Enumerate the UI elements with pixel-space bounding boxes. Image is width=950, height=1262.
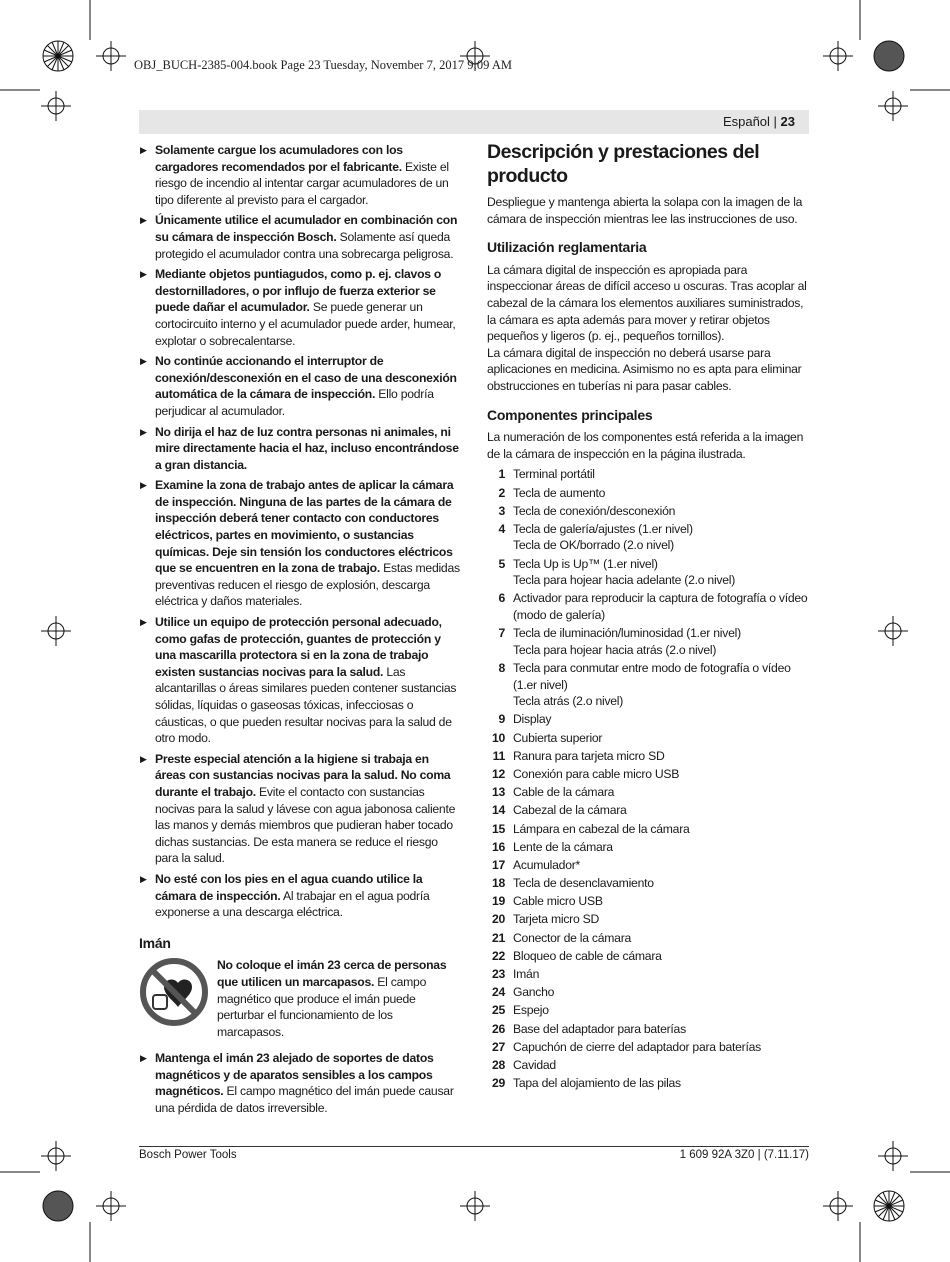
use-paragraph-2: La cámara digital de inspección no deberá usarse para aplicaciones en medicina. Asimismo no es apta para eliminar obstrucciones en tuberías ni para pasar cables.: [487, 345, 802, 393]
list-item: 20 Tarjeta micro SD: [491, 912, 600, 927]
use-heading: Utilización reglamentaria: [487, 239, 647, 256]
list-item: 15 Lámpara en cabezal de la cámara: [491, 821, 690, 836]
list-item: 8 Tecla para conmutar entre modo de fotografía o vídeo (1.er nivel) Tecla atrás (2.o nivel): [498, 661, 791, 709]
list-item: 13 Cable de la cámara: [491, 785, 615, 800]
list-item: 2 Tecla de aumento: [498, 485, 606, 500]
print-info: OBJ_BUCH-2385-004.book Page 23 Tuesday, November 7, 2017 9:09 AM: [134, 58, 513, 72]
safety-bullet: ▶ Mantenga el imán 23 alejado de soportes de datos magnéticos y de aparatos sensibles a los campos magnéticos. El campo magnético del imán puede causar una pérdida de datos irreversible.: [139, 1050, 461, 1116]
safety-bullet: ▶ Mediante objetos puntiagudos, como p. ej. clavos o destornilladores, o por influjo de fuerza exterior se puede dañar el acumulador. Se puede generar un cortocircuito interno y el acumulador puede arder, humear, explotar o sobrecalentarse.: [139, 266, 461, 349]
list-item: 10 Cubierta superior: [491, 730, 603, 745]
list-item: 22 Bloqueo de cable de cámara: [491, 948, 662, 963]
footer-code: 1 609 92A 3Z0 | (7.11.17): [679, 1149, 809, 1161]
left-column: [139, 142, 461, 1121]
list-item: 28 Cavidad: [491, 1057, 556, 1072]
safety-bullet: ▶ No dirija el haz de luz contra personas ni animales, ni mire directamente hacia el haz, incluso encontrándose a gran distancia.: [139, 424, 461, 474]
safety-bullet: ▶ Preste especial atención a la higiene si trabaja en áreas con sustancias nocivas para la salud. No coma durante el trabajo. Evite el contacto con sustancias nocivas para la salud y lávese con agua jabonosa caliente las manos y demás miembros que pudieran haber tocado dichas sustancias. De esta manera se reduce el riesgo para la salud.: [139, 751, 461, 867]
list-item: 26 Base del adaptador para baterías: [491, 1021, 686, 1036]
footer-brand: Bosch Power Tools: [139, 1149, 237, 1161]
footer-divider: [139, 1146, 809, 1147]
magnet-warning-text: No coloque el imán 23 cerca de personas que utilicen un marcapasos. El campo magnético que produce el imán puede perturbar el funcionamiento de los marcapasos.: [217, 958, 447, 1039]
list-item: 25 Espejo: [491, 1003, 549, 1018]
magnet-heading: Imán: [139, 934, 171, 951]
list-item: 11 Ranura para tarjeta micro SD: [492, 748, 665, 763]
components-heading: Componentes principales: [487, 406, 653, 423]
section-title: Descripción y prestaciones del producto: [487, 141, 760, 187]
list-item: 9 Display: [498, 712, 552, 727]
safety-bullet: ▶ Solamente cargue los acumuladores con los cargadores recomendados por el fabricante. Existe el riesgo de incendio al intentar cargar acumuladores de un tipo diferente al previsto para el cargador.: [139, 142, 461, 208]
components-intro: La numeración de los componentes está referida a la imagen de la cámara de inspección en la página ilustrada.: [487, 430, 804, 461]
list-item: 23 Imán: [491, 967, 540, 981]
safety-bullet: ▶ Examine la zona de trabajo antes de aplicar la cámara de inspección. Ninguna de las partes de la cámara de inspección deberá tener contacto con conductores eléctricos, partes en movimiento, o sustancias químicas. Deje sin tensión los conductores eléctricos que se encuentren en la zona de trabajo. Estas medidas preventivas reducen el riesgo de explosión, descarga eléctrica y daños materiales.: [139, 477, 461, 610]
intro-paragraph: Despliegue y mantenga abierta la solapa con la imagen de la cámara de inspección mientras lee las instrucciones de uso.: [487, 195, 803, 226]
no-pacemaker-icon: [139, 957, 209, 1027]
list-item: 5 Tecla Up is Up™ (1.er nivel) Tecla para hojear hacia adelante (2.o nivel): [498, 556, 736, 588]
page-header-bar: [139, 110, 809, 134]
list-item: 12 Conexión para cable micro USB: [491, 766, 680, 781]
list-item: 21 Conector de la cámara: [491, 930, 632, 945]
page-language-number: Español | 23: [722, 114, 795, 129]
list-item: 7 Tecla de iluminación/luminosidad (1.er nivel) Tecla para hojear hacia atrás (2.o nivel): [498, 626, 741, 657]
list-item: 27 Capuchón de cierre del adaptador para baterías: [491, 1039, 761, 1054]
right-column: [487, 140, 809, 1093]
list-item: 1 Terminal portátil: [498, 467, 595, 482]
safety-bullet: ▶ No continúe accionando el interruptor de conexión/desconexión en el caso de una desconexión automática de la cámara de inspección. Ello podría perjudicar al acumulador.: [139, 353, 461, 419]
list-item: 4 Tecla de galería/ajustes (1.er nivel) Tecla de OK/borrado (2.o nivel): [498, 521, 693, 553]
use-paragraph-1: La cámara digital de inspección es apropiada para inspeccionar áreas de difícil acceso u oscuras. Tras acoplar al cabezal de la cámara los elementos auxiliares suministrados, la cámara es apta además para mover y retirar objetos pequeños y ligeros (p. ej., pequeños tornillos).: [487, 262, 807, 344]
safety-bullet: ▶ Utilice un equipo de protección personal adecuado, como gafas de protección, guantes de protección y una mascarilla protectora si en la zona de trabajo existen sustancias nocivas para la salud. Las alcantarillas o áreas similares pueden contener sustancias sólidas, líquidas o gaseosas tóxicas, infecciosas o cáusticas, o que pueden resultar nocivas para la salud de otro modo.: [139, 614, 461, 747]
list-item: 16 Lente de la cámara: [491, 839, 613, 854]
safety-bullet: ▶ Únicamente utilice el acumulador en combinación con su cámara de inspección Bosch. Solamente así queda protegido el acumulador contra una sobrecarga peligrosa.: [139, 212, 461, 262]
magnet-warning: [139, 957, 461, 1040]
list-item: 14 Cabezal de la cámara: [491, 803, 627, 818]
components-list: [487, 466, 809, 1091]
list-item: 18 Tecla de desenclavamiento: [491, 876, 654, 891]
language-label: Español: [722, 114, 770, 129]
safety-bullet: ▶ No esté con los pies en el agua cuando utilice la cámara de inspección. Al trabajar en el agua podría exponerse a una descarga eléctrica.: [139, 871, 461, 921]
list-item: 29 Tapa del alojamiento de las pilas: [491, 1076, 681, 1091]
list-item: 6 Activador para reproducir la captura de fotografía o vídeo (modo de galería): [498, 591, 808, 623]
list-item: 3 Tecla de conexión/desconexión: [498, 503, 676, 518]
page-number: 23: [780, 114, 795, 129]
list-item: 24 Gancho: [491, 985, 555, 1000]
list-item: 19 Cable micro USB: [491, 894, 603, 909]
list-item: 17 Acumulador*: [491, 857, 581, 872]
